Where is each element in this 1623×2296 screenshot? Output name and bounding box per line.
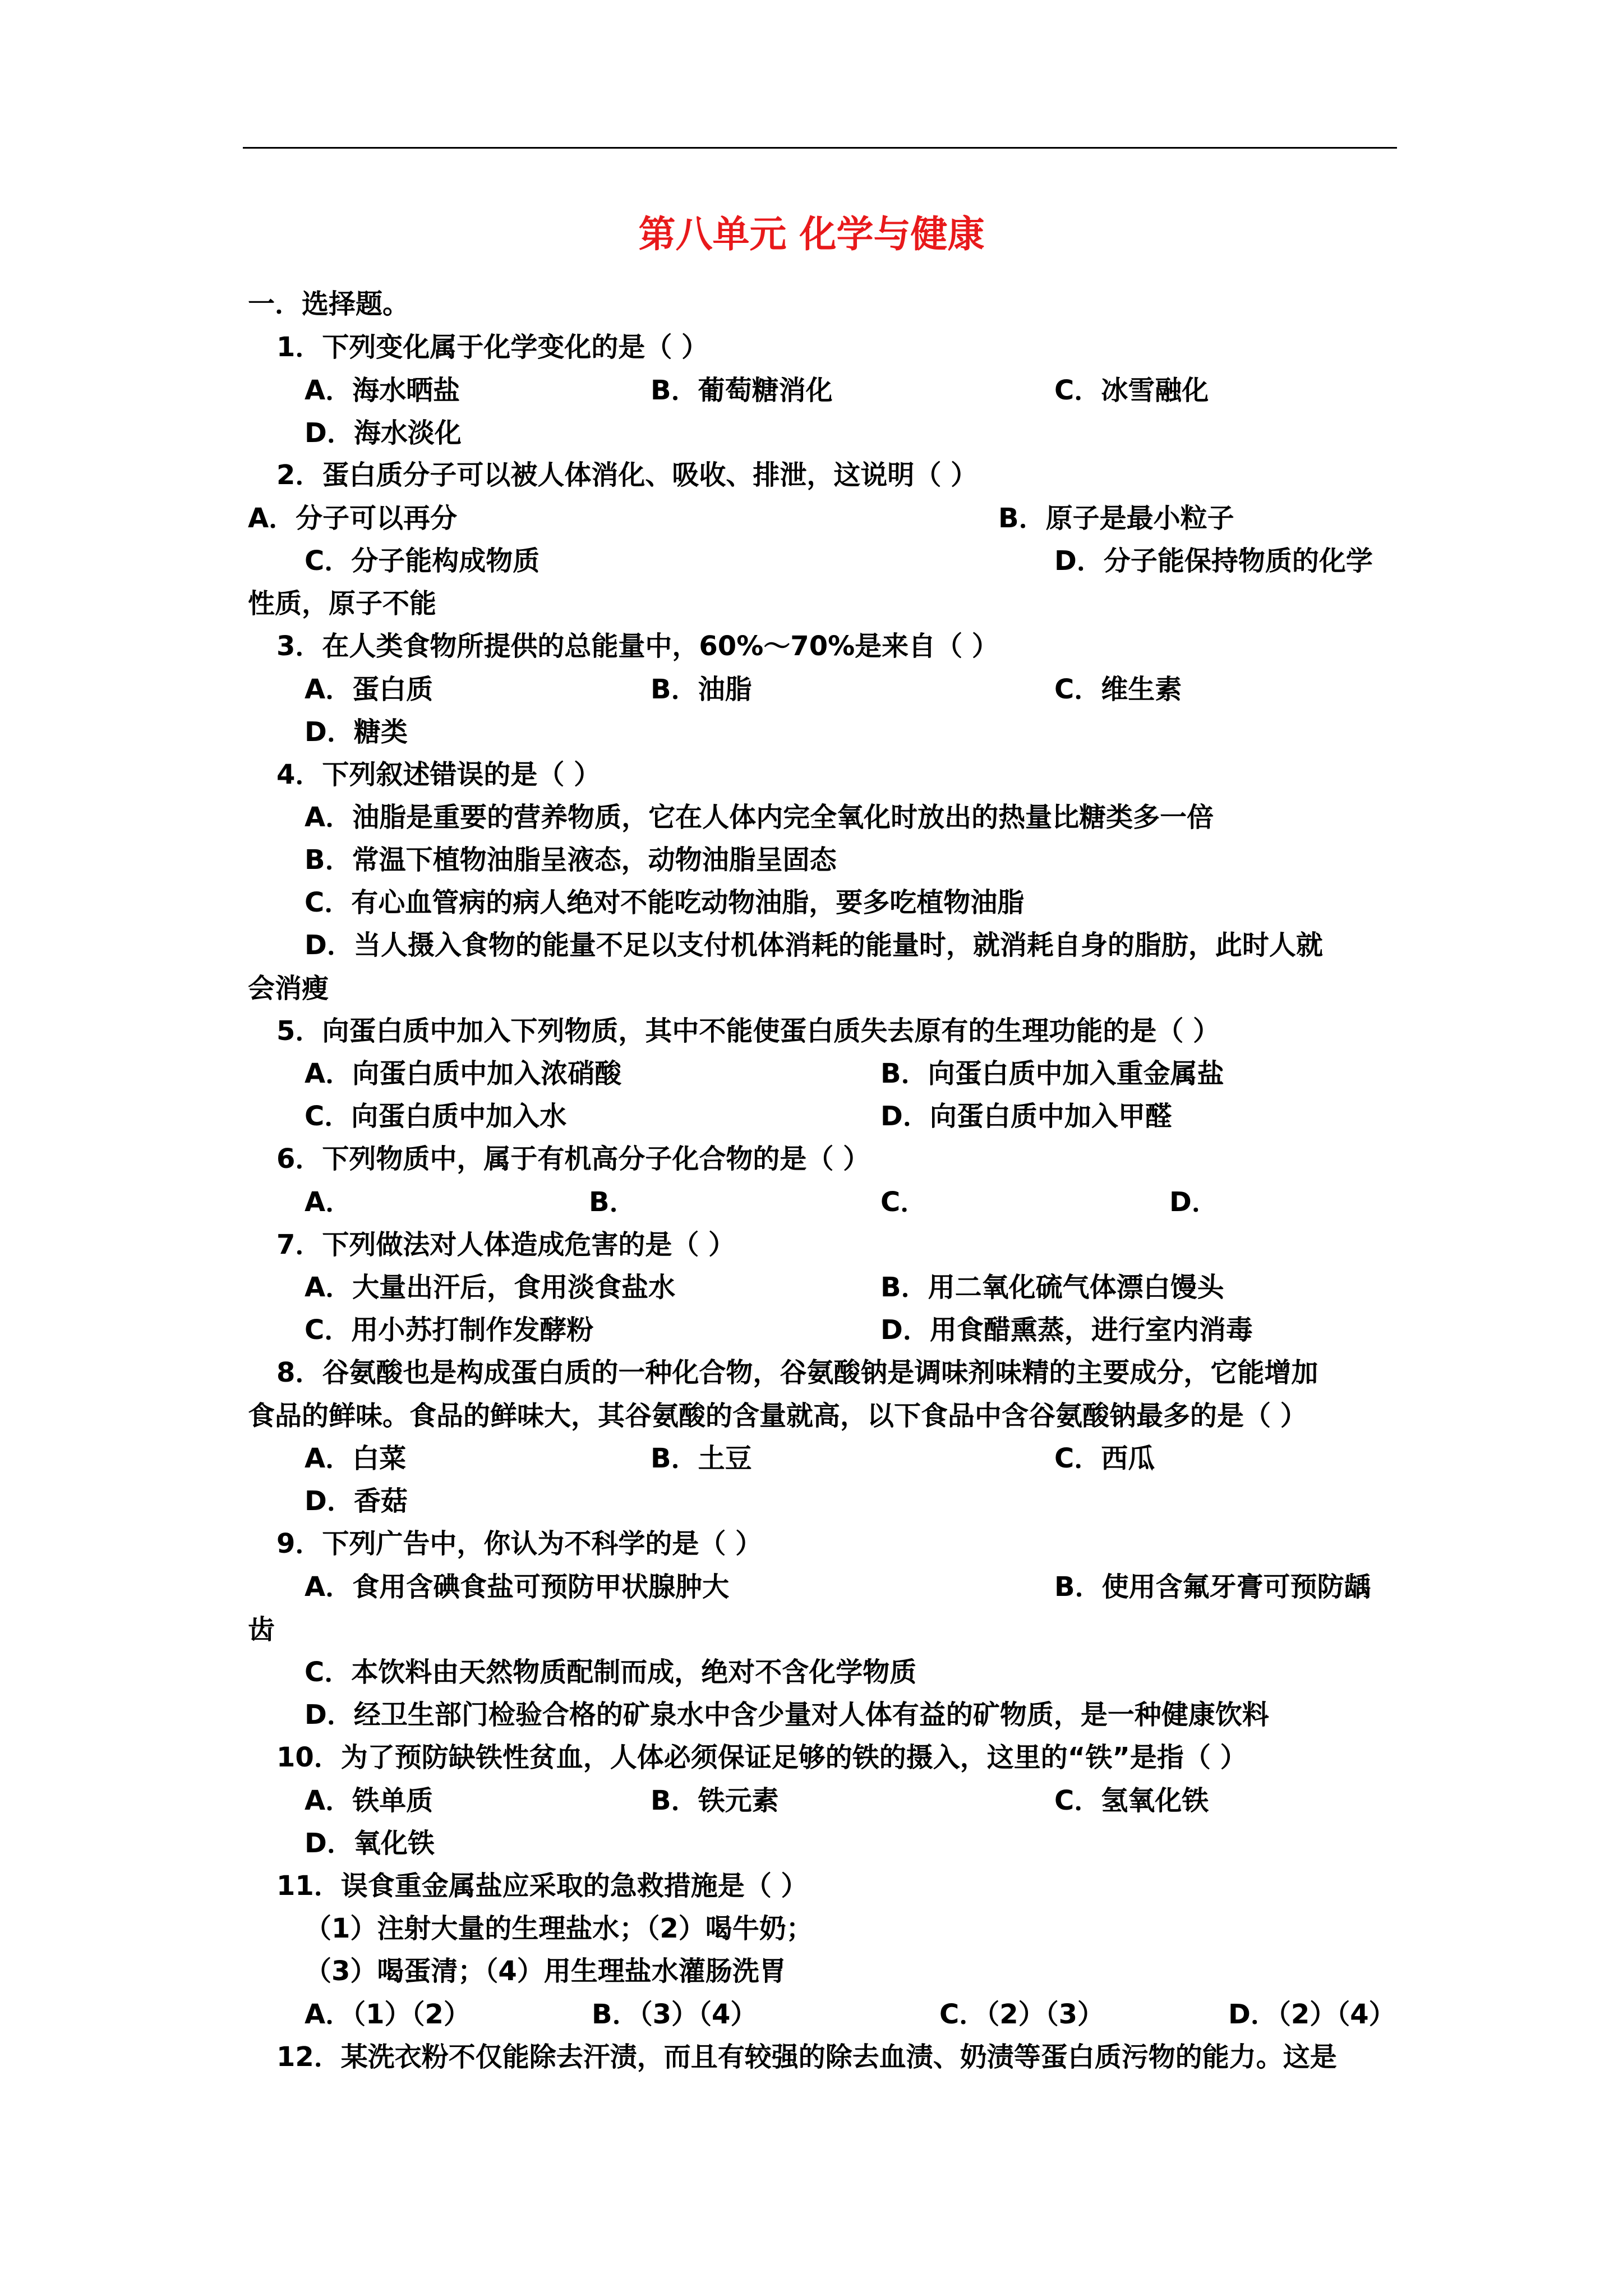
q5-option-c: C．向蛋白质中加入水 <box>305 1101 567 1132</box>
q11-item-1-2: （1）注射大量的生理盐水；（2）喝牛奶； <box>305 1913 813 1944</box>
q5-option-a: A．向蛋白质中加入浓硝酸 <box>305 1058 622 1089</box>
section-heading: 一．选择题。 <box>248 288 410 320</box>
q11-item-3-4: （3）喝蛋清；（4）用生理盐水灌肠洗胃 <box>305 1955 786 1987</box>
q7-option-b: B．用二氧化硫气体漂白馒头 <box>880 1272 1224 1303</box>
q6-option-c: C． <box>880 1186 928 1218</box>
q8-option-d: D．香菇 <box>305 1485 408 1517</box>
q3-option-c: C．维生素 <box>1054 674 1182 705</box>
q4-option-d: D．当人摄入食物的能量不足以支付机体消耗的能量时，就消耗自身的脂肪，此时人就 <box>305 930 1323 961</box>
q4-option-d-cont: 会消瘦 <box>248 973 329 1004</box>
q2-option-d-cont: 性质，原子不能 <box>248 588 437 619</box>
q10-option-d: D．氧化铁 <box>305 1828 435 1859</box>
q1-option-a: A．海水晒盐 <box>305 375 460 406</box>
question-10: 10．为了预防缺铁性贫血，人体必须保证足够的铁的摄入，这里的“铁”是指（ ） <box>276 1742 1247 1773</box>
q3-option-d: D．糖类 <box>305 716 408 748</box>
q3-option-a: A．蛋白质 <box>305 674 434 705</box>
q2-option-d: D．分子能保持物质的化学 <box>1054 545 1373 577</box>
q5-option-d: D．向蛋白质中加入甲醛 <box>880 1101 1172 1132</box>
q1-option-d: D．海水淡化 <box>305 417 462 449</box>
question-6: 6．下列物质中，属于有机高分子化合物的是（ ） <box>276 1143 870 1175</box>
question-1: 1．下列变化属于化学变化的是（ ） <box>276 332 709 363</box>
q6-option-a: A． <box>305 1186 353 1218</box>
question-12: 12．某洗衣粉不仅能除去汗渍，而且有较强的除去血渍、奶渍等蛋白质污物的能力。这是 <box>276 2041 1337 2073</box>
question-5: 5．向蛋白质中加入下列物质，其中不能使蛋白质失去原有的生理功能的是（ ） <box>276 1015 1220 1047</box>
q8-option-c: C．西瓜 <box>1054 1443 1155 1474</box>
q9-option-a: A．食用含碘食盐可预防甲状腺肿大 <box>305 1571 730 1603</box>
q9-option-b: B．使用含氟牙膏可预防龋 <box>1054 1571 1371 1603</box>
page-title: 第八单元 化学与健康 <box>638 213 985 256</box>
question-8: 8．谷氨酸也是构成蛋白质的一种化合物，谷氨酸钠是调味剂味精的主要成分，它能增加 <box>276 1357 1318 1388</box>
q9-option-b-cont: 齿 <box>248 1614 275 1645</box>
q2-option-b: B．原子是最小粒子 <box>998 503 1234 534</box>
q8-option-b: B．土豆 <box>651 1443 752 1474</box>
q11-option-a: A．（1）（2） <box>305 1999 471 2030</box>
q10-option-b: B．铁元素 <box>651 1785 779 1816</box>
question-4: 4．下列叙述错误的是（ ） <box>276 759 601 790</box>
q8-option-a: A．白菜 <box>305 1443 407 1474</box>
q5-option-b: B．向蛋白质中加入重金属盐 <box>880 1058 1224 1089</box>
q4-option-a: A．油脂是重要的营养物质，它在人体内完全氧化时放出的热量比糖类多一倍 <box>305 802 1214 833</box>
q1-option-b: B．葡萄糖消化 <box>651 375 833 406</box>
q7-option-a: A．大量出汗后，食用淡食盐水 <box>305 1272 676 1303</box>
q6-option-b: B． <box>589 1186 637 1218</box>
q9-option-d: D．经卫生部门检验合格的矿泉水中含少量对人体有益的矿物质，是一种健康饮料 <box>305 1699 1269 1731</box>
q11-option-d: D．（2）（4） <box>1228 1999 1396 2030</box>
q7-option-d: D．用食醋熏蒸，进行室内消毒 <box>880 1314 1253 1346</box>
question-3: 3．在人类食物所提供的总能量中，60%～70%是来自（ ） <box>276 631 999 662</box>
q10-option-c: C．氢氧化铁 <box>1054 1785 1209 1816</box>
q6-option-d: D． <box>1169 1186 1219 1218</box>
q11-option-c: C．（2）（3） <box>939 1999 1105 2030</box>
q1-option-c: C．冰雪融化 <box>1054 375 1209 406</box>
question-9: 9．下列广告中，你认为不科学的是（ ） <box>276 1528 763 1559</box>
q10-option-a: A．铁单质 <box>305 1785 434 1816</box>
q4-option-b: B．常温下植物油脂呈液态，动物油脂呈固态 <box>305 844 837 876</box>
header-rule <box>243 147 1397 149</box>
q3-option-b: B．油脂 <box>651 674 752 705</box>
question-2: 2．蛋白质分子可以被人体消化、吸收、排泄，这说明（ ） <box>276 459 978 491</box>
q2-option-c: C．分子能构成物质 <box>305 545 540 577</box>
question-8-cont: 食品的鲜味。食品的鲜味大，其谷氨酸的含量就高，以下食品中含谷氨酸钠最多的是（ ） <box>248 1400 1307 1432</box>
q4-option-c: C．有心血管病的病人绝对不能吃动物油脂，要多吃植物油脂 <box>305 887 1025 918</box>
question-7: 7．下列做法对人体造成危害的是（ ） <box>276 1229 736 1260</box>
q2-option-a: A．分子可以再分 <box>248 503 458 534</box>
q7-option-c: C．用小苏打制作发酵粉 <box>305 1314 594 1346</box>
q9-option-c: C．本饮料由天然物质配制而成，绝对不含化学物质 <box>305 1657 917 1688</box>
q11-option-b: B．（3）（4） <box>592 1999 758 2030</box>
question-11: 11．误食重金属盐应采取的急救措施是（ ） <box>276 1870 808 1902</box>
